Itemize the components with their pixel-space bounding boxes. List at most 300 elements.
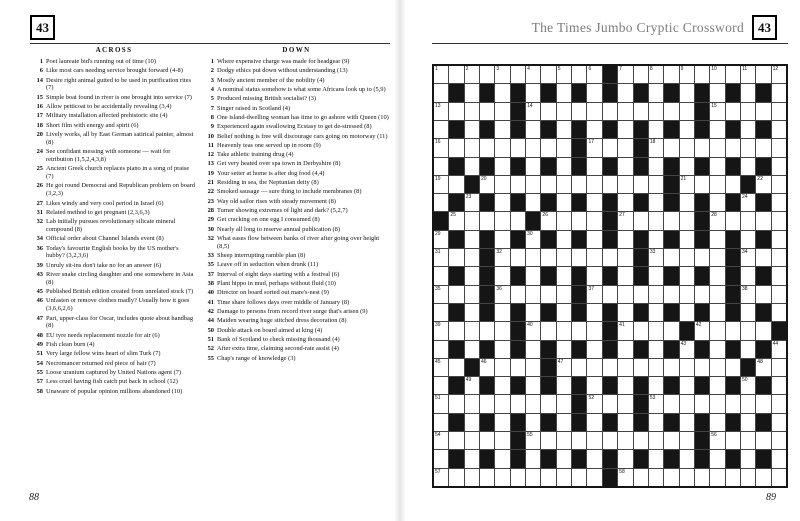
grid-cell-black <box>511 103 525 120</box>
grid-cell <box>526 139 540 156</box>
grid-cell <box>710 139 724 156</box>
grid-cell-black <box>449 231 463 248</box>
grid-cell <box>495 322 509 339</box>
clue-number: 45 <box>36 288 43 296</box>
grid-cell <box>541 66 555 83</box>
grid-cell <box>695 176 709 193</box>
grid-cell-black <box>480 158 494 175</box>
grid-cell-black <box>726 121 740 138</box>
grid-cell <box>449 432 463 449</box>
grid-cell <box>557 84 571 101</box>
clue <box>32 288 196 296</box>
grid-cell <box>710 304 724 321</box>
grid-cell <box>680 414 694 431</box>
grid-cell-black <box>449 341 463 358</box>
grid-cell <box>772 231 786 248</box>
grid-cell-number: 18 <box>649 139 656 146</box>
grid-cell-black <box>772 322 786 339</box>
grid-cell <box>465 139 479 156</box>
grid-cell-black <box>634 377 648 394</box>
grid-cell <box>465 66 479 83</box>
grid-cell-black <box>603 304 617 321</box>
grid-cell <box>495 267 509 284</box>
grid-cell <box>495 304 509 321</box>
grid-cell <box>741 66 755 83</box>
grid-cell-black <box>726 450 740 467</box>
clue-text: Mostly ancient member of the nobility (4) <box>217 76 325 84</box>
grid-cell <box>495 469 509 486</box>
grid-cell-black <box>695 103 709 120</box>
clue <box>32 271 196 287</box>
grid-cell <box>587 84 601 101</box>
grid-cell <box>756 322 770 339</box>
grid-cell-black <box>634 84 648 101</box>
grid-cell <box>618 212 632 229</box>
grid-cell <box>618 139 632 156</box>
clue <box>203 261 390 269</box>
grid-cell <box>526 341 540 358</box>
grid-cell <box>449 176 463 193</box>
grid-cell <box>434 158 448 175</box>
grid-cell-black <box>726 414 740 431</box>
clue-text: Double attack on board aimed at king (4) <box>217 326 323 334</box>
grid-cell <box>695 322 709 339</box>
grid-cell <box>511 212 525 229</box>
clue <box>203 336 390 344</box>
grid-cell <box>434 414 448 431</box>
clue-text: Like most cars needing service brought forward (4-8) <box>46 67 183 75</box>
grid-cell <box>680 194 694 211</box>
grid-cell <box>649 450 663 467</box>
clue-text: Published British edition created from unrelated stock (7) <box>46 288 194 296</box>
grid-cell <box>741 322 755 339</box>
clue-number: 28 <box>207 207 214 214</box>
clue <box>203 160 390 168</box>
grid-cell <box>465 414 479 431</box>
grid-cell-black <box>695 432 709 449</box>
grid-cell <box>710 66 724 83</box>
clue <box>32 245 196 261</box>
grid-cell <box>649 469 663 486</box>
grid-cell <box>465 249 479 266</box>
grid-cell <box>618 286 632 303</box>
grid-cell-black <box>480 414 494 431</box>
grid-cell-number: 39 <box>435 322 441 329</box>
grid-cell <box>495 121 509 138</box>
grid-cell <box>664 322 678 339</box>
grid-cell-black <box>480 231 494 248</box>
clue-text: Turner showing extremes of light and dark? (5,2,7) <box>217 207 348 214</box>
grid-cell-number: 17 <box>588 139 595 146</box>
clue-text: Poet laureate bid's running out of time (10) <box>46 58 156 65</box>
grid-cell <box>618 194 632 211</box>
clue <box>203 170 390 178</box>
grid-cell-black <box>756 231 770 248</box>
grid-cell-black <box>449 267 463 284</box>
grid-cell <box>741 158 755 175</box>
clue <box>32 235 196 243</box>
grid-cell <box>465 231 479 248</box>
grid-cell-black <box>449 194 463 211</box>
down-clue-list <box>203 58 390 362</box>
clue <box>203 86 390 94</box>
clue-text: Damage to persons from record river surge that's arisen (9) <box>217 307 368 315</box>
grid-cell-black <box>695 414 709 431</box>
grid-cell <box>726 432 740 449</box>
header-rule-left <box>30 43 390 44</box>
clue-text: Fish clean burn (4) <box>46 341 95 348</box>
grid-cell <box>756 176 770 193</box>
grid-cell <box>741 341 755 358</box>
grid-cell <box>526 103 540 120</box>
grid-cell-black <box>449 414 463 431</box>
grid-cell-black <box>480 194 494 211</box>
grid-cell <box>603 103 617 120</box>
grid-cell-black <box>634 249 648 266</box>
grid-cell <box>587 377 601 394</box>
grid-cell <box>649 322 663 339</box>
grid-cell <box>649 432 663 449</box>
grid-cell-black <box>541 359 555 376</box>
grid-cell-black <box>664 414 678 431</box>
clue <box>32 341 196 349</box>
grid-cell <box>557 469 571 486</box>
grid-cell <box>710 194 724 211</box>
grid-cell <box>511 249 525 266</box>
grid-cell <box>557 121 571 138</box>
clue <box>32 218 196 234</box>
grid-cell-black <box>634 231 648 248</box>
grid-cell <box>511 66 525 83</box>
clue-number: 14 <box>36 76 43 84</box>
grid-cell-black <box>756 414 770 431</box>
grid-cell <box>495 231 509 248</box>
clue <box>32 165 196 181</box>
clue-number: 50 <box>207 326 214 334</box>
grid-cell <box>710 158 724 175</box>
grid-cell-number: 34 <box>741 249 748 256</box>
grid-cell <box>603 395 617 412</box>
grid-cell-black <box>465 176 479 193</box>
grid-cell <box>695 66 709 83</box>
grid-cell <box>618 66 632 83</box>
grid-cell <box>557 414 571 431</box>
grid-cell <box>526 395 540 412</box>
grid-cell <box>756 432 770 449</box>
grid-cell <box>741 212 755 229</box>
grid-cell <box>434 359 448 376</box>
grid-cell <box>618 267 632 284</box>
grid-cell <box>587 249 601 266</box>
grid-cell-black <box>603 377 617 394</box>
grid-cell <box>495 432 509 449</box>
clue-number: 6 <box>39 67 43 75</box>
grid-cell-black <box>449 84 463 101</box>
grid-cell-black <box>634 158 648 175</box>
grid-cell <box>587 359 601 376</box>
grid-cell-black <box>756 194 770 211</box>
grid-cell-black <box>511 84 525 101</box>
grid-cell <box>526 121 540 138</box>
clue <box>32 262 196 270</box>
grid-cell-black <box>664 267 678 284</box>
grid-cell <box>695 469 709 486</box>
grid-cell-number: 23 <box>465 194 472 201</box>
grid-cell <box>710 103 724 120</box>
grid-cell <box>772 432 786 449</box>
grid-cell <box>449 469 463 486</box>
grid-cell <box>741 432 755 449</box>
grid-cell <box>756 103 770 120</box>
grid-cell-black <box>541 341 555 358</box>
grid-cell-black <box>511 194 525 211</box>
grid-cell-black <box>511 304 525 321</box>
clue <box>203 95 390 103</box>
puzzle-number-box-right: 43 <box>752 15 777 40</box>
grid-cell <box>587 469 601 486</box>
grid-cell-black <box>511 377 525 394</box>
clue-text: Less cruel having fish catch put back in school (12) <box>46 378 178 386</box>
grid-cell-black <box>634 395 648 412</box>
clue-text: Your setter at home is after dog food (4,4) <box>217 169 325 177</box>
grid-cell <box>710 176 724 193</box>
grid-cell-number: 16 <box>435 139 441 146</box>
grid-cell <box>587 432 601 449</box>
clue-text: Today's favourite English books by the US mother's hubby? (3,2,3,6) <box>46 244 179 260</box>
grid-cell-number: 40 <box>527 322 533 329</box>
grid-cell <box>649 414 663 431</box>
grid-cell <box>756 212 770 229</box>
grid-cell <box>495 84 509 101</box>
clue-text: Lively works, all by East German satirical painter, almost (8) <box>46 131 194 146</box>
grid-cell-black <box>511 432 525 449</box>
grid-cell-number: 55 <box>527 432 533 439</box>
clue-number: 43 <box>36 271 43 278</box>
grid-cell-number: 27 <box>619 212 625 219</box>
grid-cell-black <box>541 84 555 101</box>
grid-cell <box>526 84 540 101</box>
grid-cell-number: 44 <box>772 340 779 347</box>
clue-number: 9 <box>210 123 214 131</box>
clue <box>32 122 196 130</box>
grid-cell <box>664 286 678 303</box>
grid-cell-black <box>634 121 648 138</box>
grid-cell <box>618 231 632 248</box>
grid-cell <box>511 359 525 376</box>
grid-cell <box>680 66 694 83</box>
grid-cell <box>618 103 632 120</box>
grid-cell <box>587 66 601 83</box>
grid-cell <box>587 304 601 321</box>
grid-cell <box>710 267 724 284</box>
grid-cell <box>741 103 755 120</box>
grid-cell-black <box>603 121 617 138</box>
grid-cell <box>449 359 463 376</box>
grid-cell <box>526 286 540 303</box>
grid-cell-black <box>572 158 586 175</box>
grid-cell <box>465 322 479 339</box>
grid-cell <box>726 139 740 156</box>
grid-cell <box>557 158 571 175</box>
grid-cell <box>465 286 479 303</box>
grid-cell-black <box>603 450 617 467</box>
grid-cell <box>495 66 509 83</box>
grid-cell-black <box>449 158 463 175</box>
grid-cell <box>587 103 601 120</box>
grid-cell <box>572 66 586 83</box>
grid-cell-black <box>480 249 494 266</box>
grid-cell-number: 50 <box>741 377 748 384</box>
clue <box>203 198 390 206</box>
grid-cell-number: 29 <box>435 230 441 237</box>
grid-cell-number: 54 <box>435 432 441 439</box>
crossword-grid <box>432 64 788 488</box>
grid-cell <box>511 176 525 193</box>
grid-cell-black <box>756 377 770 394</box>
clue <box>203 58 390 66</box>
grid-cell-black <box>449 450 463 467</box>
grid-cell <box>557 66 571 83</box>
clue-text: Leave off in seduction when drunk (11) <box>217 261 319 269</box>
grid-cell-black <box>634 194 648 211</box>
clue-text: Ancient Greek church replaces piano in a song of praise (7) <box>46 165 190 181</box>
grid-cell-number: 28 <box>711 212 717 219</box>
clue-text: Bank of Scotland to check missing thousand (4) <box>217 335 340 343</box>
clue-text: Official order about Channel Islands event (8) <box>46 235 164 243</box>
grid-cell <box>741 286 755 303</box>
grid-cell <box>756 66 770 83</box>
clue-number: 33 <box>207 252 214 260</box>
clue-number: 47 <box>36 314 43 322</box>
grid-cell <box>772 414 786 431</box>
grid-cell <box>695 359 709 376</box>
grid-cell <box>618 359 632 376</box>
grid-cell <box>526 66 540 83</box>
grid-cell <box>680 231 694 248</box>
grid-cell-number: 20 <box>481 175 487 182</box>
grid-cell-black <box>634 450 648 467</box>
grid-cell-black <box>664 84 678 101</box>
grid-cell <box>572 249 586 266</box>
grid-cell-black <box>603 267 617 284</box>
clue <box>32 315 196 331</box>
clue-text: Desire right animal gutted to be used in purification rites (7) <box>46 76 191 92</box>
grid-cell <box>756 286 770 303</box>
grid-cell <box>618 249 632 266</box>
grid-cell-black <box>664 341 678 358</box>
clue-number: 1 <box>39 58 43 65</box>
grid-cell <box>434 450 448 467</box>
clue <box>32 148 196 164</box>
clue <box>32 297 196 313</box>
clue <box>203 77 390 85</box>
grid-cell-black <box>680 322 694 339</box>
page-number-left: 88 <box>29 492 39 503</box>
clue <box>203 142 390 150</box>
grid-cell <box>649 66 663 83</box>
grid-cell-black <box>465 359 479 376</box>
grid-cell-black <box>541 121 555 138</box>
grid-cell <box>710 414 724 431</box>
grid-cell <box>449 139 463 156</box>
puzzle-number-box-left: 43 <box>30 15 55 40</box>
grid-cell <box>557 304 571 321</box>
grid-cell <box>526 359 540 376</box>
grid-cell <box>634 286 648 303</box>
grid-cell <box>741 450 755 467</box>
grid-cell <box>572 176 586 193</box>
grid-cell <box>664 66 678 83</box>
grid-cell-number: 10 <box>711 66 717 72</box>
clue-text: Simple boat found in river is one brought into service (7) <box>46 93 192 101</box>
clue <box>32 369 196 377</box>
clue-text: Allow petticoat to be accidentally revealing (3,4) <box>46 103 172 111</box>
grid-cell <box>434 231 448 248</box>
grid-cell <box>726 212 740 229</box>
grid-cell <box>587 286 601 303</box>
clue-text: Residing in sea, the Neptunian deity (8) <box>217 179 319 187</box>
grid-cell <box>680 377 694 394</box>
clue-text: He got round Democrat and Republican problem on board (3,2,3) <box>46 182 196 198</box>
grid-cell <box>587 212 601 229</box>
grid-cell <box>618 469 632 486</box>
grid-cell <box>710 432 724 449</box>
grid-cell-number: 2 <box>465 66 469 72</box>
grid-cell-number: 11 <box>741 66 748 72</box>
grid-cell-black <box>664 194 678 211</box>
clue-text: After extra time, claiming second-rate assist (4) <box>217 345 339 353</box>
grid-cell <box>649 304 663 321</box>
clue-number: 48 <box>36 331 43 339</box>
grid-cell-black <box>526 212 540 229</box>
grid-cell-number: 25 <box>450 212 456 219</box>
grid-cell-black <box>572 84 586 101</box>
grid-cell <box>495 341 509 358</box>
grid-cell-black <box>664 377 678 394</box>
grid-cell <box>511 469 525 486</box>
grid-cell <box>772 341 786 358</box>
grid-cell <box>741 139 755 156</box>
clue-number: 40 <box>207 289 214 297</box>
clue <box>203 179 390 187</box>
clue-text: Part, upper-class for Oscar, includes quote about handbag (8) <box>46 314 194 330</box>
grid-cell-black <box>511 450 525 467</box>
grid-cell <box>618 322 632 339</box>
clue-number: 49 <box>36 341 43 348</box>
clue-text: Unruly sit-ins don't take no for an answer (6) <box>46 261 162 269</box>
clue <box>203 235 390 251</box>
grid-cell <box>449 66 463 83</box>
grid-cell <box>772 121 786 138</box>
grid-cell <box>618 158 632 175</box>
grid-cell <box>434 84 448 101</box>
grid-cell-black <box>541 194 555 211</box>
grid-cell <box>557 377 571 394</box>
clue <box>203 207 390 215</box>
grid-cell-number: 46 <box>481 358 487 365</box>
grid-cell-black <box>449 304 463 321</box>
grid-cell-black <box>726 158 740 175</box>
clue-number: 57 <box>36 378 43 386</box>
grid-cell-number: 30 <box>527 230 533 237</box>
grid-cell <box>557 359 571 376</box>
grid-cell-number: 57 <box>435 468 441 475</box>
grid-cell <box>449 212 463 229</box>
grid-cell <box>557 231 571 248</box>
grid-cell <box>649 103 663 120</box>
grid-cell-black <box>572 377 586 394</box>
grid-cell <box>772 103 786 120</box>
